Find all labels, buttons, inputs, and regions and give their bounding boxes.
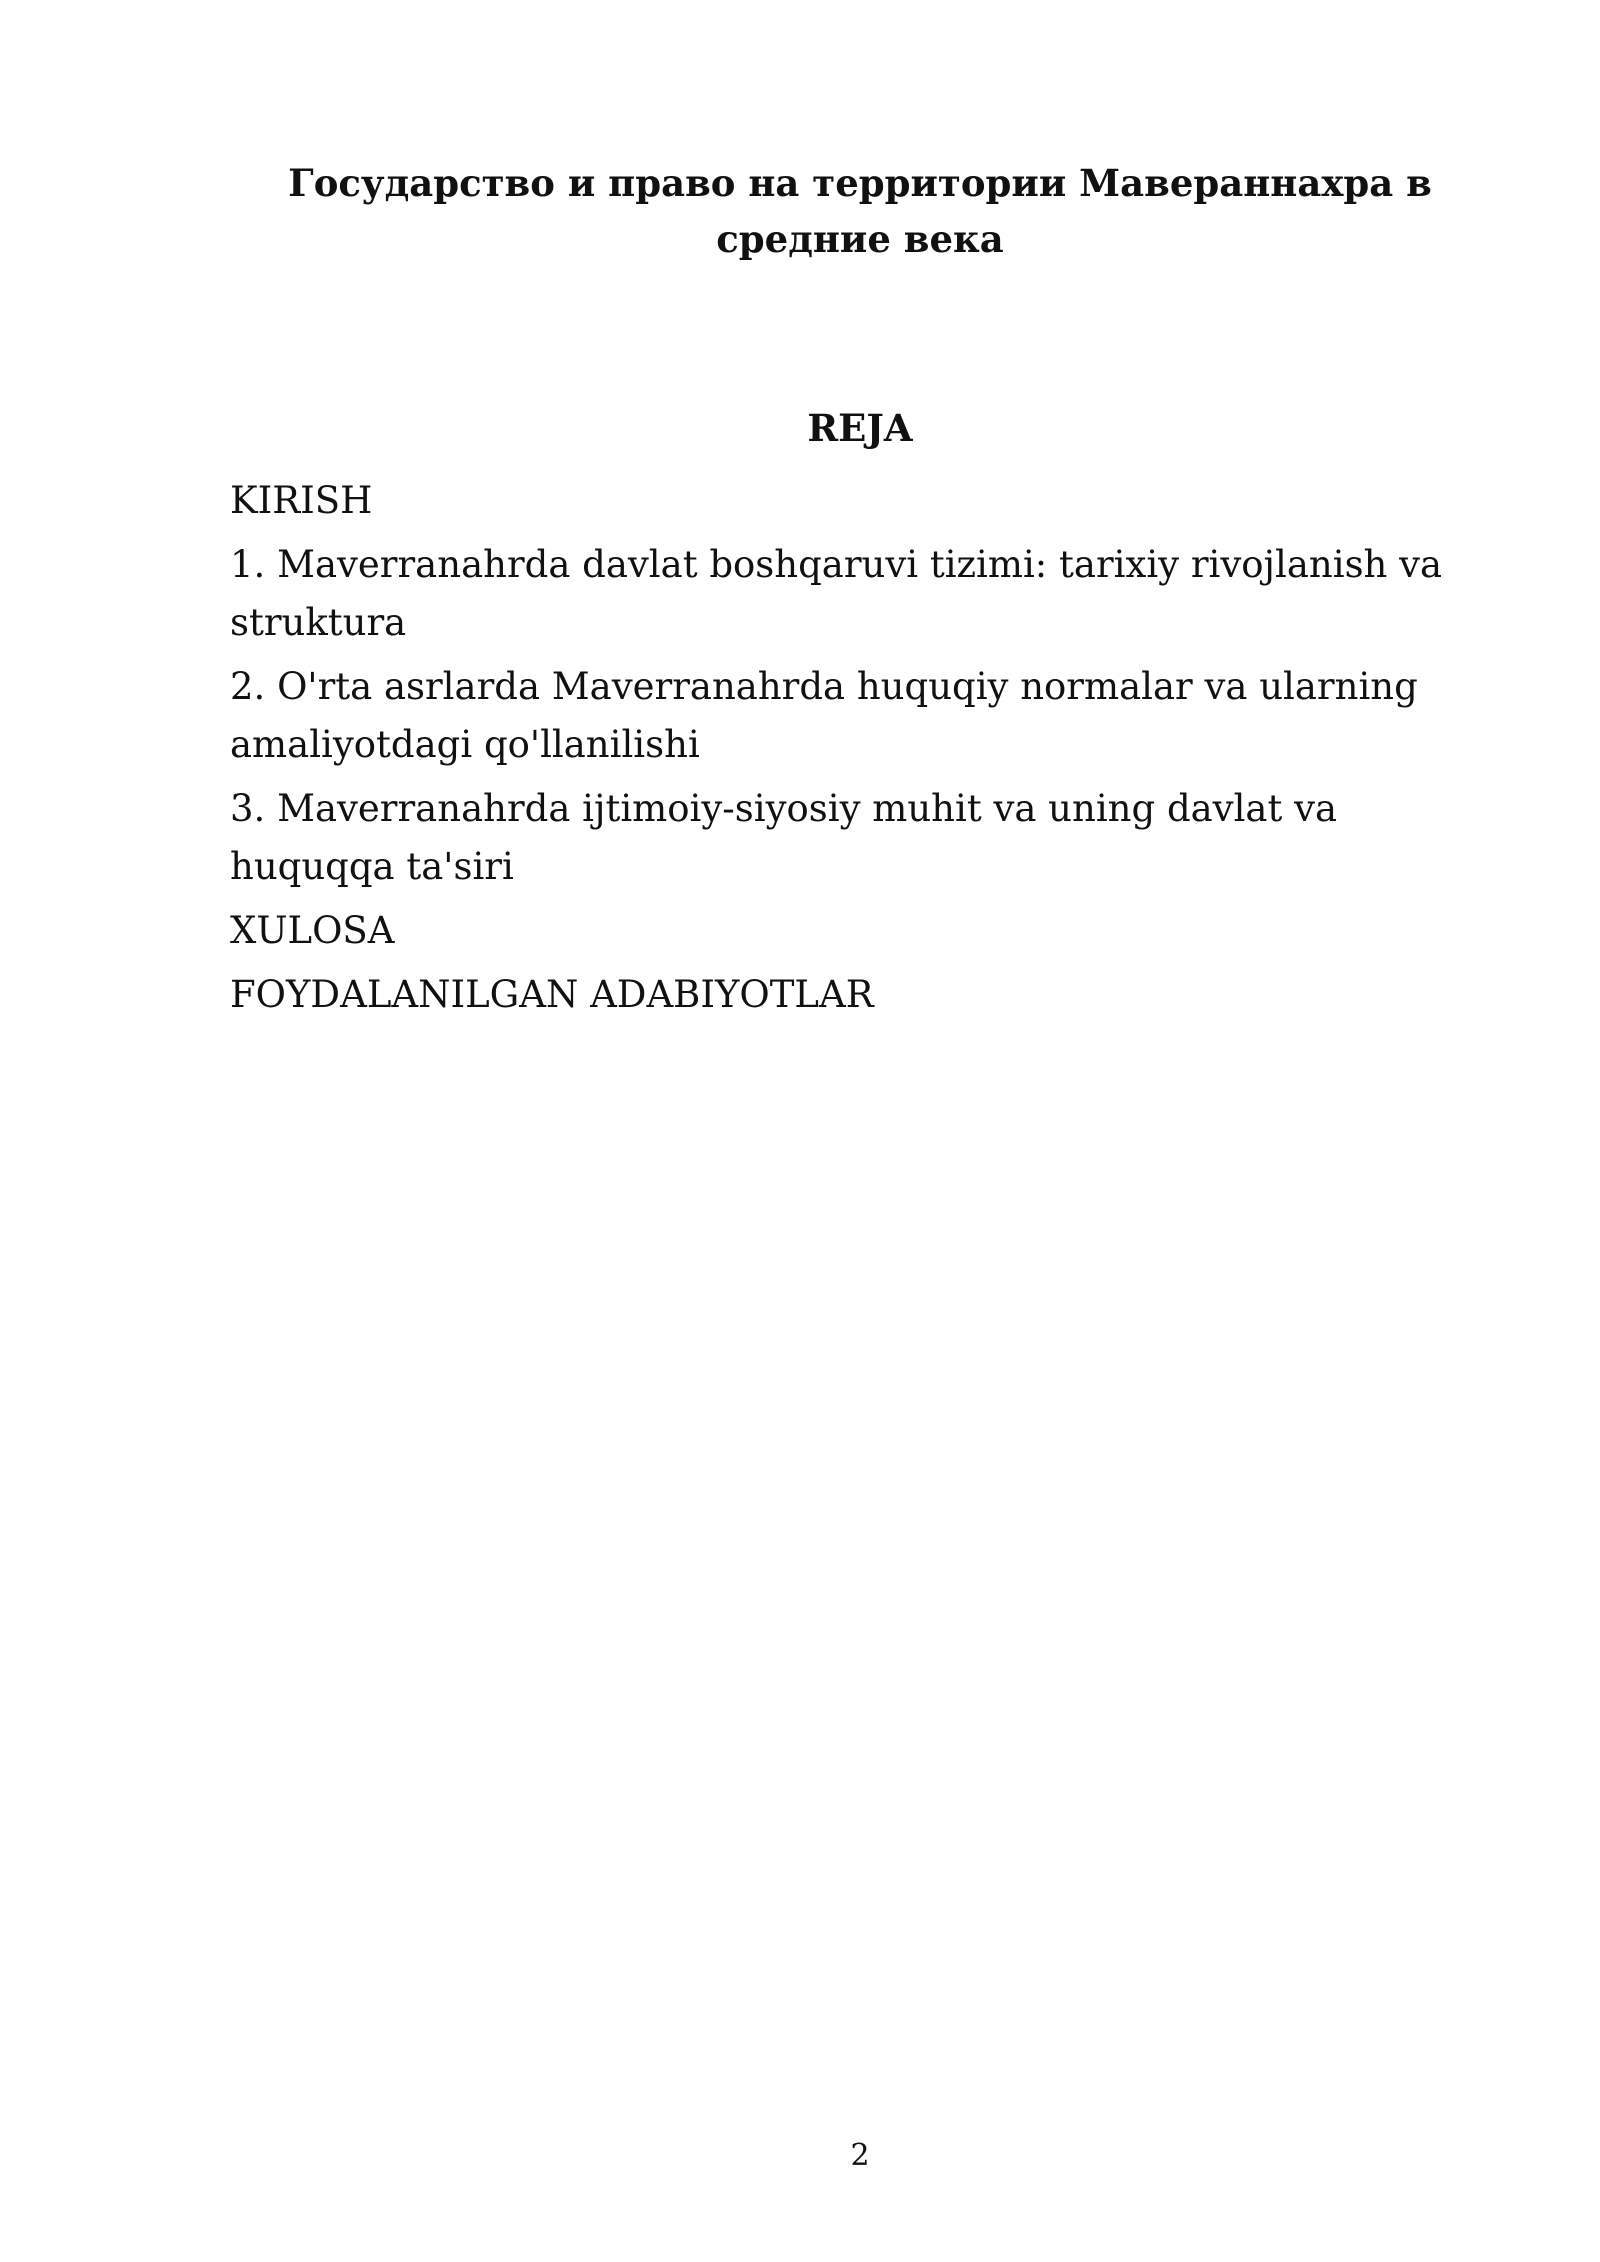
toc-item-3: 3. Maverranahrda ijtimoiy-siyosiy muhit va uning davlat va huquqqa ta'siri [230,787,1338,888]
plan-heading: REJA [807,406,913,450]
toc-item-introduction: KIRISH [230,479,373,522]
table-of-contents [230,472,1500,1030]
page-number: 2 [850,2138,870,2173]
document-title: Государство и право на территории Мавераннахра в средние века [288,161,1432,261]
toc-item-2: 2. O'rta asrlarda Maverranahrda huquqiy normalar va ularning amaliyotdagi qo'llanilishi [230,665,1418,766]
toc-item-conclusion: XULOSA [230,909,395,952]
toc-item-1: 1. Maverranahrda davlat boshqaruvi tizimi: tarixiy rivojlanish va struktura [230,543,1443,644]
toc-item-references: FOYDALANILGAN ADABIYOTLAR [230,973,874,1016]
